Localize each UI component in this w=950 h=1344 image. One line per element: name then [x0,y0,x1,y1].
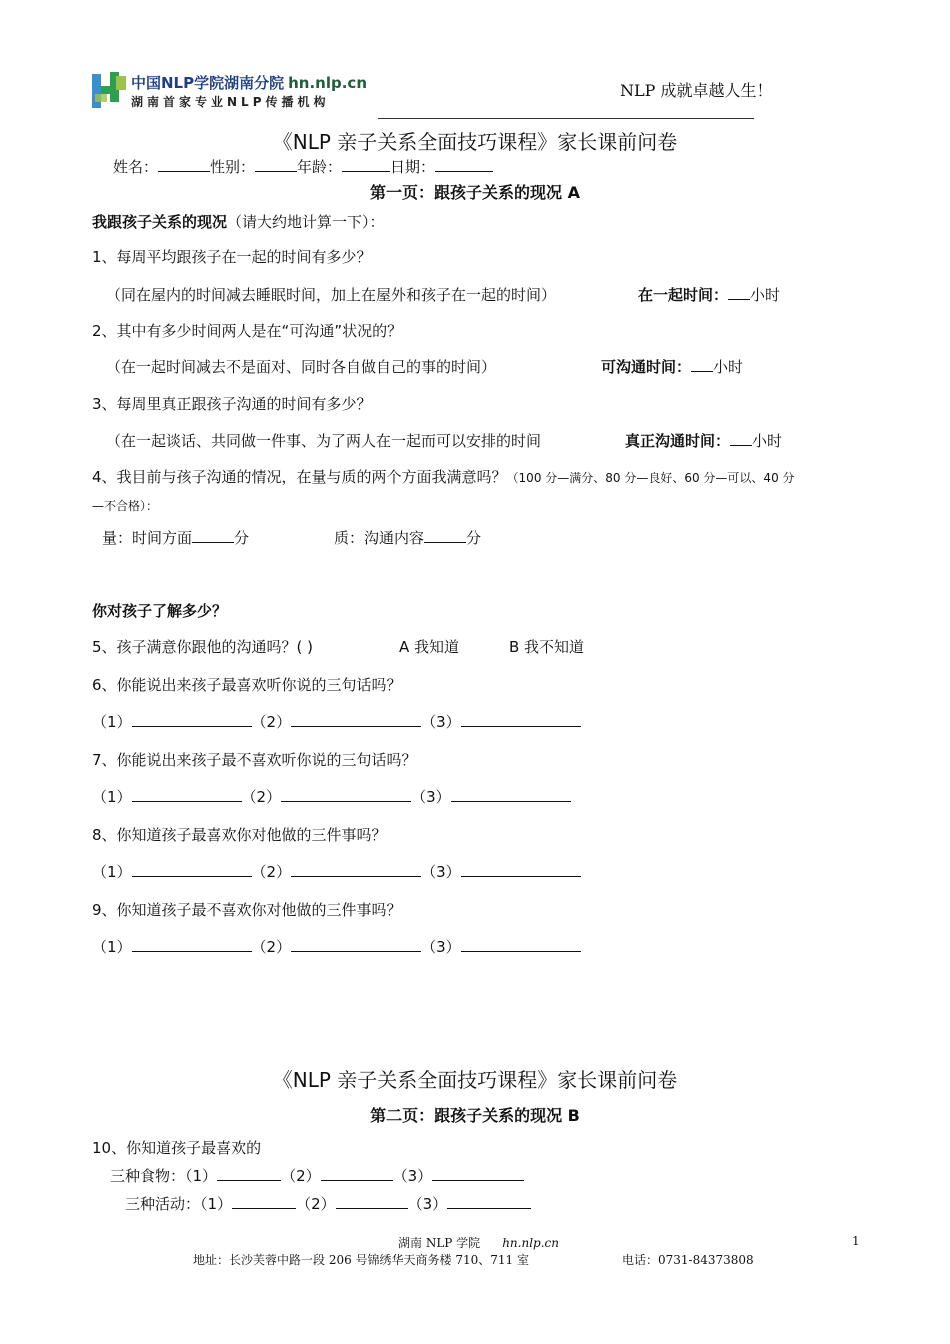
q6-answer-3[interactable] [461,712,581,727]
food-label: 三种食物： [110,1167,186,1185]
question-4-text: 4、我目前与孩子沟通的情况，在量与质的两个方面我满意吗？ [92,468,507,486]
together-time-field[interactable] [728,285,750,300]
footer-address: 地址：长沙芙蓉中路一段 206 号锦绣华天商务楼 710、711 室 [193,1253,529,1267]
question-1: 1、每周平均跟孩子在一起的时间有多少？ [92,248,372,266]
choice-label-1: （1） [92,863,132,881]
name-label: 姓名： [113,158,159,176]
communicable-time-field[interactable] [691,357,713,372]
choice-label-1: （1） [185,1167,218,1185]
question-8-answers [92,861,581,882]
question-5: 5、孩子满意你跟他的沟通吗？( ) [92,638,314,656]
footer-org: 湖南 NLP 学院 [398,1236,481,1250]
food-answer-2[interactable] [321,1166,393,1181]
question-1-hint: （同在屋内的时间减去睡眠时间，加上在屋外和孩子在一起的时间） [106,286,557,304]
question-4-scale-end: —不合格）： [92,499,159,513]
page-2-subtitle: 第二页：跟孩子关系的现况 B [370,1106,580,1125]
question-6: 6、你能说出来孩子最喜欢听你说的三句话吗？ [92,676,402,694]
choice-label-2: （2） [251,713,292,731]
choice-label-1: （1） [92,788,132,806]
q8-answer-3[interactable] [461,862,581,877]
choice-label-1: （1） [200,1195,233,1213]
choice-label-2: （2） [251,938,292,956]
date-field[interactable] [435,157,493,172]
quality-unit: 分 [466,529,482,547]
age-field[interactable] [342,157,390,172]
name-field[interactable] [158,157,210,172]
q9-answer-1[interactable] [132,937,252,952]
food-answer-1[interactable] [217,1166,281,1181]
section-2-heading: 你对孩子了解多少？ [92,602,228,620]
question-4-quality [334,527,481,548]
quality-field[interactable] [424,528,466,543]
question-7: 7、你能说出来孩子最不喜欢听你说的三句话吗？ [92,751,417,769]
question-4-scale: （100 分—满分、80 分—良好、60 分—可以、40 分 [506,471,795,485]
question-2-answer [601,356,743,377]
communicable-time-unit: 小时 [713,358,744,376]
q9-answer-2[interactable] [291,937,421,952]
footer-url: hn.nlp.cn [502,1236,559,1250]
food-answer-3[interactable] [432,1166,524,1181]
question-2: 2、其中有多少时间两人是在“可沟通”状况的？ [92,322,403,340]
question-9: 9、你知道孩子最不喜欢你对他做的三件事吗？ [92,901,402,919]
question-10-activity [125,1193,531,1214]
q9-answer-3[interactable] [461,937,581,952]
header-slogan: NLP 成就卓越人生！ [620,81,773,100]
q6-answer-2[interactable] [291,712,421,727]
info-row [113,156,493,177]
page-title: 《NLP 亲子关系全面技巧课程》家长课前问卷 [272,130,678,154]
choice-label-3: （3） [421,938,461,956]
choice-label-2: （2） [241,788,282,806]
choice-label-3: （3） [421,863,461,881]
logo-name: 中国NLP学院湖南分院 [131,74,285,92]
together-time-unit: 小时 [750,286,781,304]
age-label: 年龄： [297,158,343,176]
page-number: 1 [852,1234,860,1248]
quantity-unit: 分 [234,529,250,547]
quantity-label: 量：时间方面 [102,529,193,547]
logo-url: hn.nlp.cn [288,74,367,92]
quantity-field[interactable] [192,528,234,543]
activity-answer-2[interactable] [336,1194,408,1209]
gender-field[interactable] [255,157,297,172]
question-8: 8、你知道孩子最喜欢你对他做的三件事吗？ [92,826,387,844]
activity-label: 三种活动： [125,1195,201,1213]
footer-phone: 电话：0731-84373808 [622,1253,754,1267]
question-4-answers [102,527,249,548]
question-3: 3、每周里真正跟孩子沟通的时间有多少？ [92,395,372,413]
header-divider [378,118,754,119]
option-a[interactable]: A 我知道 [399,638,460,656]
date-label: 日期： [390,158,436,176]
footer-org-line [398,1234,559,1251]
real-communication-label: 真正沟通时间： [625,432,731,450]
logo-icon [90,70,128,110]
q8-answer-1[interactable] [132,862,252,877]
quality-label: 质：沟通内容 [334,529,425,547]
activity-answer-1[interactable] [232,1194,296,1209]
logo-tagline: 湖南首家专业NLP传播机构 [131,95,330,109]
question-10-food [110,1165,524,1186]
page-2-title: 《NLP 亲子关系全面技巧课程》家长课前问卷 [272,1068,678,1092]
together-time-label: 在一起时间： [638,286,729,304]
q8-answer-2[interactable] [291,862,421,877]
section-heading [92,211,385,232]
question-2-hint: （在一起时间减去不是面对、同时各自做自己的事的时间） [106,358,497,376]
choice-label-3: （3） [407,1195,448,1213]
choice-label-3: （3） [421,713,461,731]
question-9-answers [92,936,581,957]
q7-answer-2[interactable] [281,787,411,802]
choice-label-3: （3） [411,788,451,806]
option-b[interactable]: B 我不知道 [509,638,585,656]
question-10: 10、你知道孩子最喜欢的 [92,1139,262,1157]
section-heading-note: （请大约地计算一下）： [227,213,385,231]
real-communication-unit: 小时 [752,432,783,450]
section-heading-text: 我跟孩子关系的现况 [92,213,228,231]
q7-answer-1[interactable] [132,787,242,802]
question-6-answers [92,711,581,732]
logo-title [131,72,367,93]
communicable-time-label: 可沟通时间： [601,358,692,376]
page-subtitle: 第一页：跟孩子关系的现况 A [370,183,580,202]
activity-answer-3[interactable] [447,1194,531,1209]
choice-label-1: （1） [92,713,132,731]
question-7-answers [92,786,571,807]
question-4 [92,466,795,487]
real-communication-field[interactable] [730,431,752,446]
q7-answer-3[interactable] [451,787,571,802]
question-1-answer [638,284,780,305]
choice-label-2: （2） [251,863,292,881]
question-3-answer [625,430,782,451]
choice-label-3: （3） [392,1167,433,1185]
gender-label: 性别： [210,158,256,176]
choice-label-2: （2） [296,1195,336,1213]
choice-label-2: （2） [281,1167,321,1185]
choice-label-1: （1） [92,938,132,956]
q6-answer-1[interactable] [132,712,252,727]
question-3-hint: （在一起谈话、共同做一件事、为了两人在一起而可以安排的时间 [106,432,542,450]
